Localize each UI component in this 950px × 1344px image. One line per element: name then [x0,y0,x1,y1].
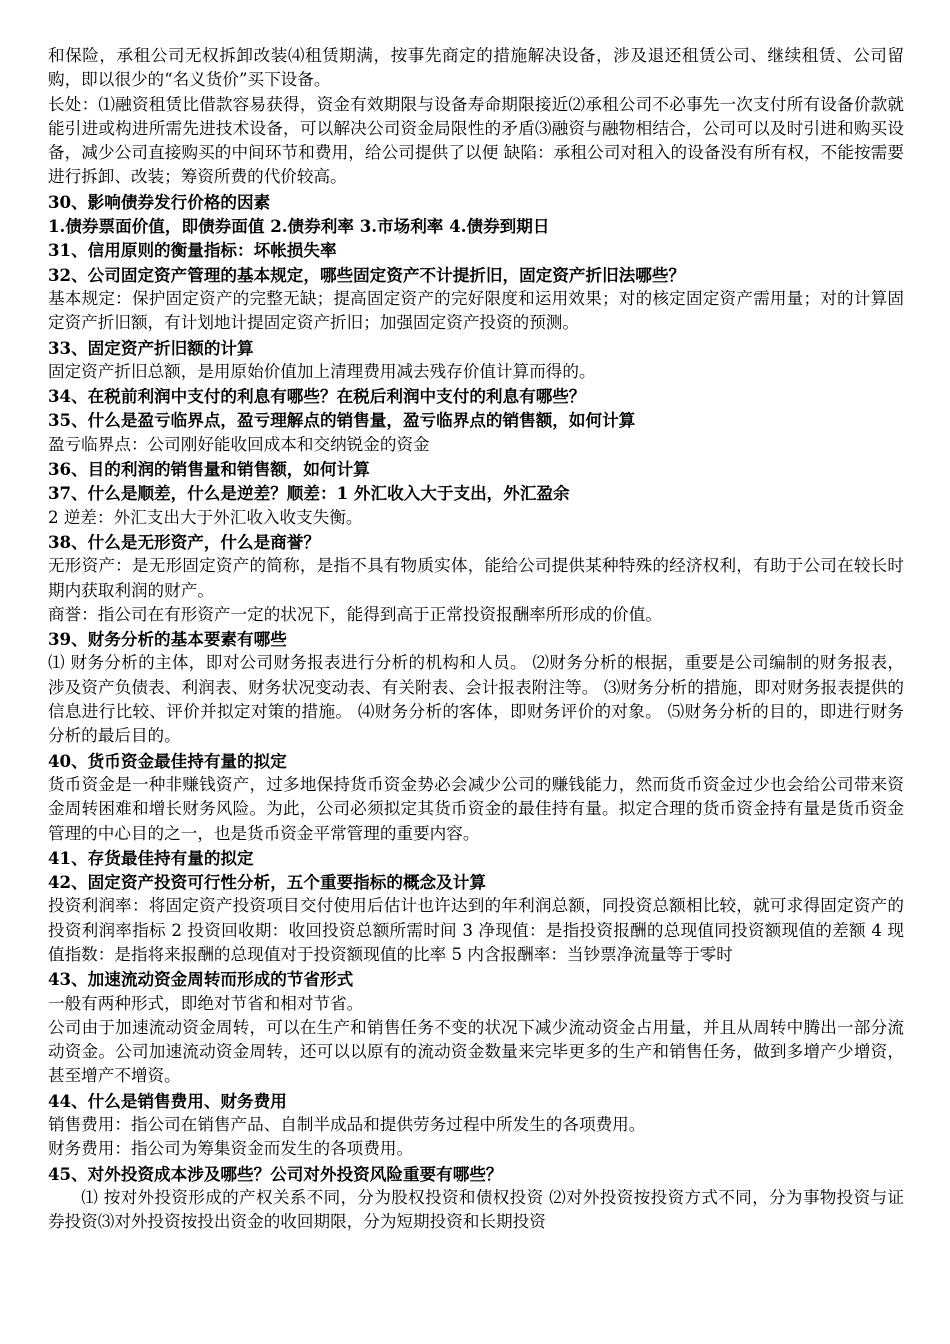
paragraph-lease-terms: 和保险，承租公司无权拆卸改装⑷租赁期满，按事先商定的措施解决设备，涉及退还租赁公司、继续租赁、公司留购，即以很少的“名义货价”买下设备。 [48,46,904,90]
heading-45: 45、对外投资成本涉及哪些？公司对外投资风险重要有哪些？ [48,1163,503,1184]
heading-36: 36、目的利润的销售量和销售额，如何计算 [48,459,370,480]
heading-39: 39、财务分析的基本要素有哪些 [48,629,287,650]
answer-38-intangible: 无形资产：是无形固定资产的简称，是指不具有物质实体，能给公司提供某种特殊的经济权利，有助于公司在较长时期内获取利润的财产。 [48,556,904,600]
heading-42: 42、固定资产投资可行性分析，五个重要指标的概念及计算 [48,872,486,893]
heading-34: 34、在税前利润中支付的利息有哪些？在税后利润中支付的利息有哪些？ [48,386,586,407]
heading-35: 35、什么是盈亏临界点，盈亏理解点的销售量，盈亏临界点的销售额，如何计算 [48,410,636,431]
answer-38-goodwill: 商誉：指公司在有形资产一定的状况下，能得到高于正常投资报酬率所形成的价值。 [48,604,662,624]
answer-43-forms: 一般有两种形式，即绝对节省和相对节省。 [48,993,364,1013]
heading-41: 41、存货最佳持有量的拟定 [48,847,254,868]
answer-39: ⑴ 财务分析的主体，即对公司财务报表进行分析的机构和人员。 ⑵财务分析的根据，重要是公司编制的财务报表，涉及资产负债表、利润表、财务状况变动表、有关附表、会计报表附注等。 ⑶财务分析的措施，即对财务报表提供的信息进行比较、评价并拟定对策的措施。 ⑷财务分析的客体，即财务评价的对象。 ⑸财务分析的目的，即进行财务分析的最后目的。 [48,653,904,746]
heading-31: 31、信用原则的衡量指标：坏帐损失率 [48,240,337,261]
answer-43-detail: 公司由于加速流动资金周转，可以在生产和销售任务不变的状况下减少流动资金占用量，并且从周转中腾出一部分流动资金。公司加速流动资金周转，还可以以原有的流动资金数量来完毕更多的生产和销售任务，做到多增产少增资，甚至增产不增资。 [48,1017,904,1086]
heading-40: 40、货币资金最佳持有量的拟定 [48,750,287,771]
answer-42: 投资利润率：将固定资产投资项目交付使用后估计也许达到的年利润总额，同投资总额相比较，就可求得固定资产的投资利润率指标 2 投资回收期：收回投资总额所需时间 3 净现值：是指投资报酬的总现值同投资额现值的差额 4 现值指数：是指将来报酬的总现值对于投资额现值的比率 5 内含报酬率：当钞票净流量等于零时 [48,896,904,964]
document-page [48,44,904,1235]
heading-30: 30、影响债券发行价格的因素 [48,191,271,212]
heading-32: 32、公司固定资产管理的基本规定，哪些固定资产不计提折旧，固定资产折旧法哪些？ [48,264,686,285]
answer-33: 固定资产折旧总额，是用原始价值加上清理费用减去残存价值计算而得的。 [48,361,596,381]
answer-30: 1.债券票面价值，即债券面值 2.债券利率 3.市场利率 4.债券到期日 [48,216,550,237]
heading-43: 43、加速流动资金周转而形成的节省形式 [48,969,354,990]
heading-38: 38、什么是无形资产，什么是商誉？ [48,531,320,552]
heading-33: 33、固定资产折旧额的计算 [48,337,254,358]
answer-37: 2 逆差：外汇支出大于外汇收入收支失衡。 [48,507,363,527]
answer-44-selling: 销售费用：指公司在销售产品、自制半成品和提供劳务过程中所发生的各项费用。 [48,1115,646,1135]
heading-44: 44、什么是销售费用、财务费用 [48,1090,287,1111]
answer-32: 基本规定：保护固定资产的完整无缺；提高固定资产的完好限度和运用效果；对的核定固定资产需用量；对的计算固定资产折旧额，有计划地计提固定资产折旧；加强固定资产投资的预测。 [48,288,904,333]
answer-40: 货币资金是一种非赚钱资产，过多地保持货币资金势必会减少公司的赚钱能力，然而货币资金过少也会给公司带来资金周转困难和增长财务风险。为此，公司必须拟定其货币资金的最佳持有量。拟定合理的货币资金持有量是货币资金管理的中心目的之一，也是货币资金平常管理的重要内容。 [48,774,904,843]
heading-37: 37、什么是顺差，什么是逆差？顺差：1 外汇收入大于支出，外汇盈余 [48,483,570,504]
answer-35: 盈亏临界点：公司刚好能收回成本和交纳锐金的资金 [48,434,430,454]
answer-45: ⑴ 按对外投资形成的产权关系不同，分为股权投资和债权投资 ⑵对外投资按投资方式不同，分为事物投资与证券投资⑶对外投资按投出资金的收回期限，分为短期投资和长期投资 [48,1187,904,1232]
answer-44-financial: 财务费用：指公司为筹集资金而发生的各项费用。 [48,1139,414,1159]
paragraph-advantages: 长处：⑴融资租赁比借款容易获得，资金有效期限与设备寿命期限接近⑵承租公司不必事先一次支付所有设备价款就能引进或构进所需先进技术设备，可以解决公司资金局限性的矛盾⑶融资与融物相结合，公司可以及时引进和购买设备，减少公司直接购买的中间环节和费用，给公司提供了以便 缺陷：承租公司对租入的设备没有所有权，不能按需要进行拆卸、改装；筹资所费的代价较高。 [48,94,904,187]
